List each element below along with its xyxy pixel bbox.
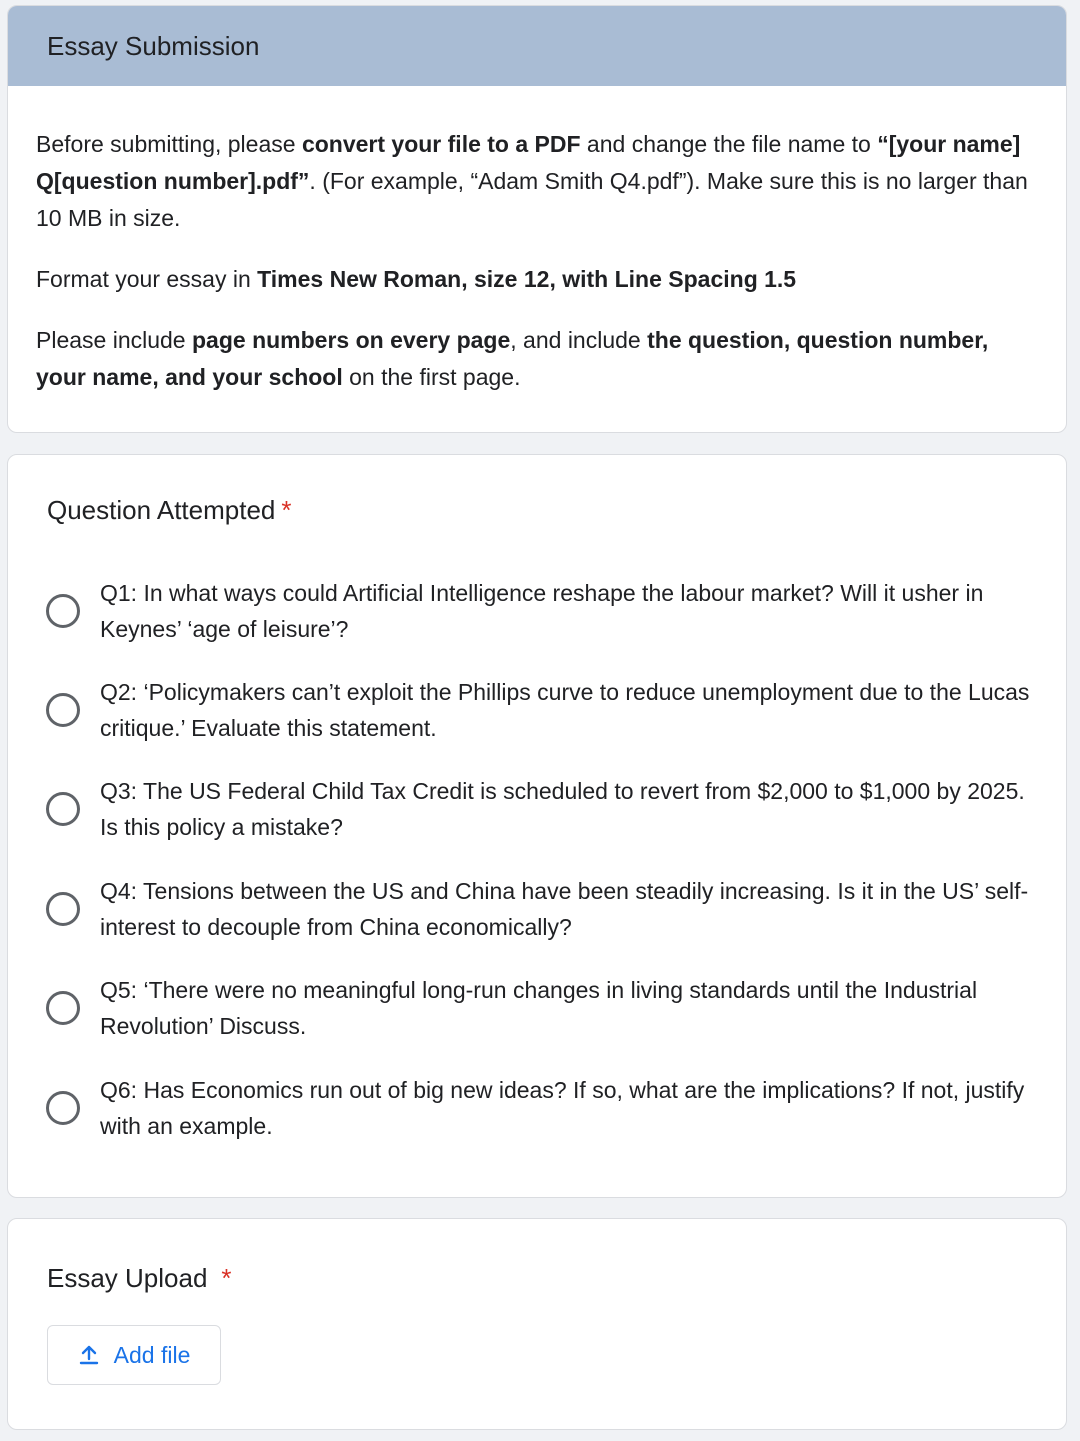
instruction-text: and change the file name to	[580, 131, 878, 157]
instruction-bold-text: convert your file to a PDF	[301, 131, 581, 157]
instruction-bold-text: “[your name] Q[question number].pdf”	[36, 131, 1021, 194]
radio-option-q1[interactable]	[46, 575, 1046, 647]
instruction-text: Before submitting, please	[36, 131, 302, 157]
upload-icon	[78, 1344, 100, 1366]
section-description	[8, 86, 1066, 396]
required-asterisk: *	[281, 495, 292, 525]
radio-option-label[interactable]: Q3: The US Federal Child Tax Credit is scheduled to revert from $2,000 to $1,000 by 2025. Is this policy a mistake?	[100, 778, 1025, 840]
section-header	[8, 6, 1066, 86]
instruction-text: Please include	[36, 327, 192, 353]
radio-option-q4[interactable]	[46, 873, 1046, 945]
instruction-paragraph-2	[36, 261, 1038, 298]
instruction-paragraph-1	[36, 126, 1038, 237]
instruction-bold-text: Times New Roman, size 12, with Line Spacing 1.5	[257, 266, 797, 292]
section-title: Essay Submission	[47, 30, 260, 61]
radio-button[interactable]	[46, 693, 80, 727]
upload-title-text: Essay Upload	[47, 1263, 208, 1293]
radio-option-q3[interactable]	[46, 773, 1046, 845]
radio-option-q5[interactable]	[46, 972, 1046, 1044]
radio-button[interactable]	[46, 892, 80, 926]
radio-option-label[interactable]: Q6: Has Economics run out of big new ideas? If so, what are the implications? If not, justify with an example.	[100, 1077, 1025, 1139]
required-asterisk: *	[221, 1263, 232, 1293]
radio-option-q2[interactable]	[46, 674, 1046, 746]
upload-title	[47, 1263, 232, 1294]
radio-option-label[interactable]: Q2: ‘Policymakers can’t exploit the Phillips curve to reduce unemployment due to the Lucas critique.’ Evaluate this statement.	[100, 679, 1030, 741]
instruction-bold-text: the question, question number, your name, and your school	[36, 327, 989, 390]
radio-option-label[interactable]: Q1: In what ways could Artificial Intelligence reshape the labour market? Will it usher in Keynes’ ‘age of leisure’?	[100, 580, 984, 642]
question-title	[47, 495, 292, 526]
radio-button[interactable]	[46, 1091, 80, 1125]
radio-option-label[interactable]: Q4: Tensions between the US and China have been steadily increasing. Is it in the US’ self-interest to decouple from China economically?	[100, 878, 1029, 940]
radio-option-q6[interactable]	[46, 1072, 1046, 1144]
add-file-label[interactable]: Add file	[113, 1341, 191, 1368]
radio-button[interactable]	[46, 792, 80, 826]
radio-option-label[interactable]: Q5: ‘There were no meaningful long-run changes in living standards until the Industrial Revolution’ Discuss.	[100, 977, 978, 1039]
instruction-text: . (For example, “Adam Smith Q4.pdf”). Make sure this is no larger than 10 MB in size.	[36, 168, 1028, 231]
radio-button[interactable]	[46, 991, 80, 1025]
question-title-text: Question Attempted	[47, 495, 276, 525]
instruction-text: on the first page.	[342, 364, 521, 390]
instruction-text: , and include	[510, 327, 648, 353]
section-card	[7, 5, 1067, 433]
instruction-text: Format your essay in	[36, 266, 258, 292]
instruction-bold-text: page numbers on every page	[192, 327, 511, 353]
upload-card	[7, 1218, 1067, 1430]
add-file-button[interactable]	[47, 1325, 221, 1385]
instruction-paragraph-3	[36, 322, 1038, 396]
question-card	[7, 454, 1067, 1198]
radio-button[interactable]	[46, 594, 80, 628]
